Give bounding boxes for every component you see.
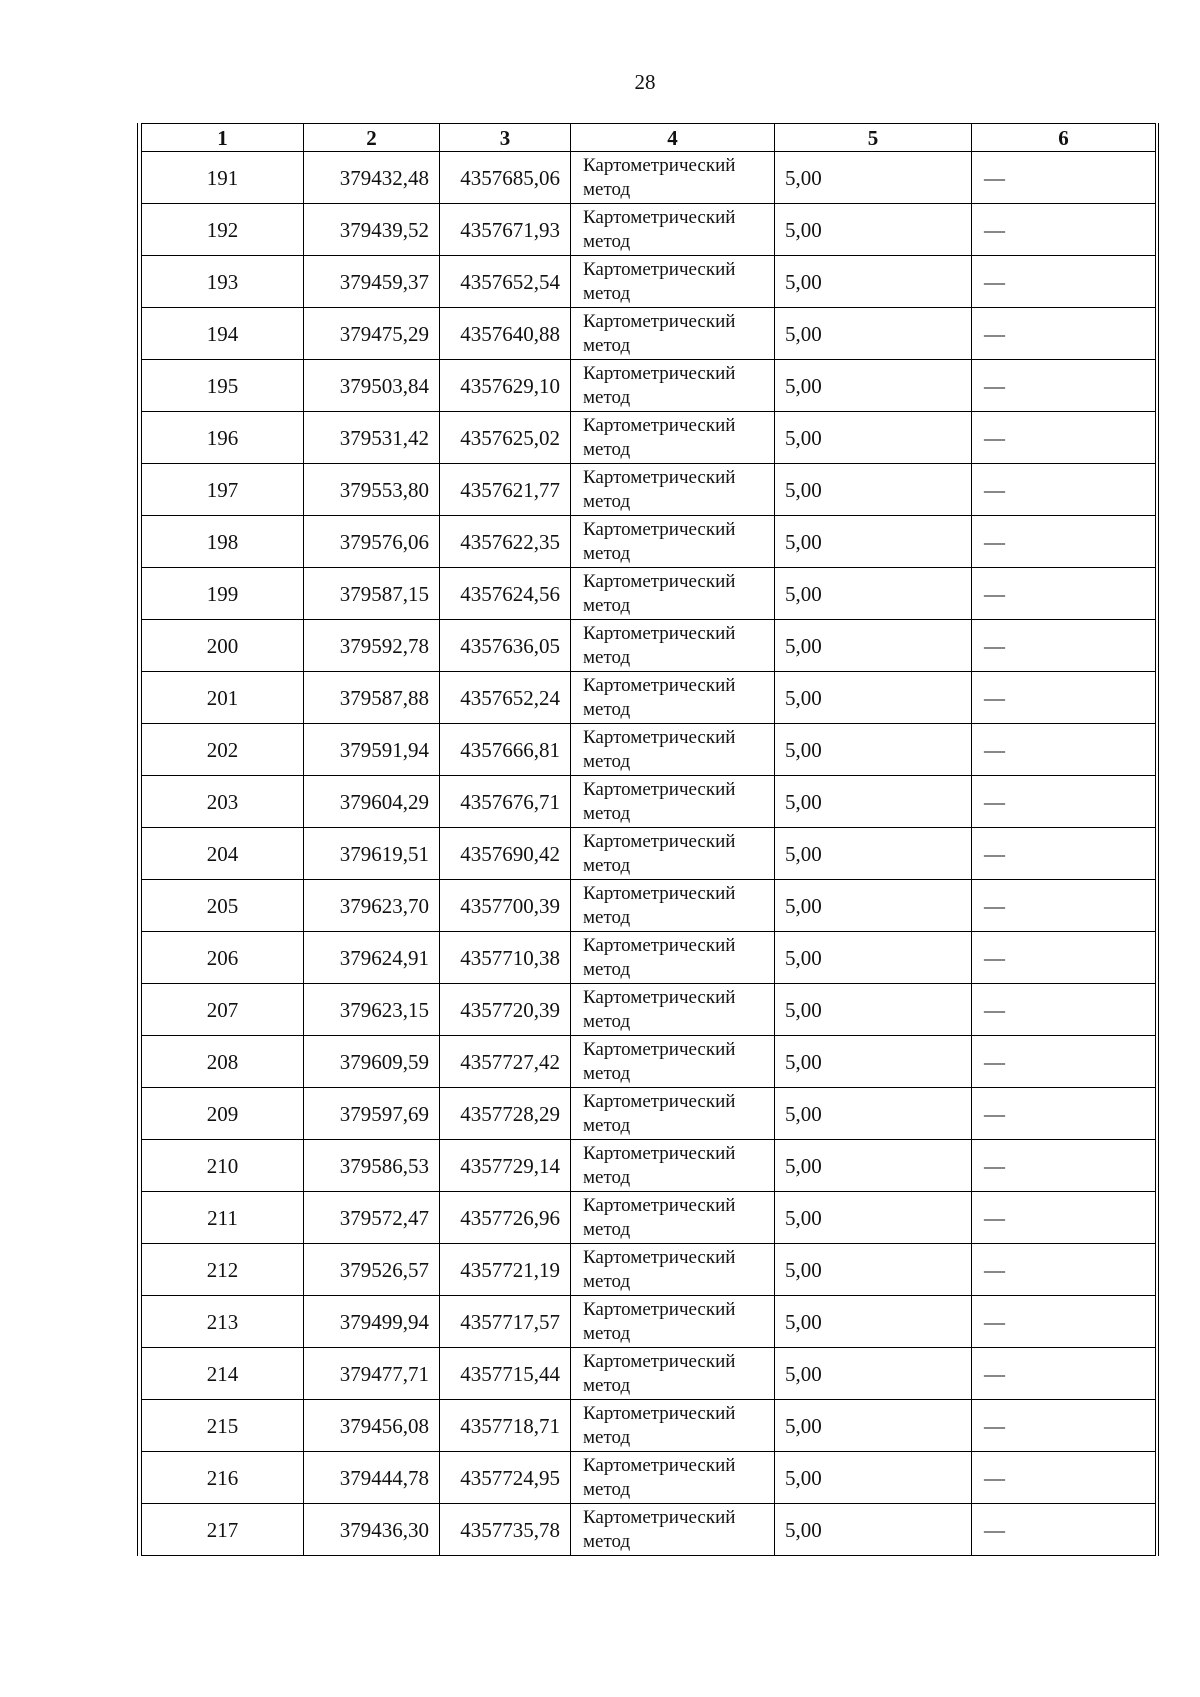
- y-coordinate-cell: 4357720,39: [440, 984, 571, 1036]
- method-text-line: Картометрический: [583, 570, 736, 592]
- table-row: [142, 152, 1156, 204]
- method-text-line: Картометрический: [583, 1402, 736, 1424]
- method-cell: [571, 1452, 775, 1504]
- method-text-line: метод: [583, 594, 631, 616]
- method-cell: [571, 724, 775, 776]
- note-cell: —: [972, 360, 1156, 412]
- note-cell: —: [972, 568, 1156, 620]
- precision-cell: 5,00: [775, 1192, 972, 1244]
- column-header: 6: [972, 124, 1156, 152]
- y-coordinate-cell: 4357666,81: [440, 724, 571, 776]
- note-cell: —: [972, 724, 1156, 776]
- table-row: [142, 672, 1156, 724]
- precision-cell: 5,00: [775, 1088, 972, 1140]
- method-text-line: Картометрический: [583, 986, 736, 1008]
- point-number-cell: 216: [142, 1452, 304, 1504]
- method-text-line: метод: [583, 1166, 631, 1188]
- table-row: [142, 516, 1156, 568]
- y-coordinate-cell: 4357685,06: [440, 152, 571, 204]
- method-text-line: Картометрический: [583, 726, 736, 748]
- method-text-line: Картометрический: [583, 258, 736, 280]
- method-cell: [571, 1036, 775, 1088]
- y-coordinate-cell: 4357621,77: [440, 464, 571, 516]
- method-text-line: метод: [583, 1530, 631, 1552]
- method-text-line: метод: [583, 1270, 631, 1292]
- column-header: 5: [775, 124, 972, 152]
- precision-cell: 5,00: [775, 152, 972, 204]
- y-coordinate-cell: 4357717,57: [440, 1296, 571, 1348]
- point-number-cell: 194: [142, 308, 304, 360]
- note-cell: —: [972, 880, 1156, 932]
- precision-cell: 5,00: [775, 724, 972, 776]
- x-coordinate-cell: 379624,91: [304, 932, 440, 984]
- point-number-cell: 205: [142, 880, 304, 932]
- table-row: [142, 1452, 1156, 1504]
- method-text-line: Картометрический: [583, 466, 736, 488]
- method-text-line: Картометрический: [583, 1350, 736, 1372]
- precision-cell: 5,00: [775, 1244, 972, 1296]
- method-text-line: метод: [583, 1374, 631, 1396]
- y-coordinate-cell: 4357700,39: [440, 880, 571, 932]
- table-row: [142, 620, 1156, 672]
- method-cell: [571, 152, 775, 204]
- method-text-line: Картометрический: [583, 1038, 736, 1060]
- method-text-line: метод: [583, 854, 631, 876]
- method-cell: [571, 1192, 775, 1244]
- note-cell: —: [972, 932, 1156, 984]
- method-cell: [571, 256, 775, 308]
- x-coordinate-cell: 379623,70: [304, 880, 440, 932]
- y-coordinate-cell: 4357640,88: [440, 308, 571, 360]
- precision-cell: 5,00: [775, 1140, 972, 1192]
- method-text-line: метод: [583, 178, 631, 200]
- table-row: [142, 464, 1156, 516]
- precision-cell: 5,00: [775, 256, 972, 308]
- point-number-cell: 197: [142, 464, 304, 516]
- precision-cell: 5,00: [775, 828, 972, 880]
- method-text-line: метод: [583, 1478, 631, 1500]
- method-cell: [571, 880, 775, 932]
- method-text-line: метод: [583, 230, 631, 252]
- point-number-cell: 202: [142, 724, 304, 776]
- point-number-cell: 198: [142, 516, 304, 568]
- y-coordinate-cell: 4357652,24: [440, 672, 571, 724]
- point-number-cell: 214: [142, 1348, 304, 1400]
- method-text-line: Картометрический: [583, 414, 736, 436]
- method-text-line: метод: [583, 958, 631, 980]
- precision-cell: 5,00: [775, 1452, 972, 1504]
- point-number-cell: 196: [142, 412, 304, 464]
- precision-cell: 5,00: [775, 880, 972, 932]
- point-number-cell: 217: [142, 1504, 304, 1556]
- y-coordinate-cell: 4357652,54: [440, 256, 571, 308]
- method-text-line: Картометрический: [583, 154, 736, 176]
- method-cell: [571, 828, 775, 880]
- y-coordinate-cell: 4357721,19: [440, 1244, 571, 1296]
- method-text-line: метод: [583, 542, 631, 564]
- method-text-line: метод: [583, 906, 631, 928]
- point-number-cell: 195: [142, 360, 304, 412]
- page-number: 28: [634, 70, 656, 94]
- method-text-line: Картометрический: [583, 310, 736, 332]
- method-cell: [571, 672, 775, 724]
- note-cell: —: [972, 776, 1156, 828]
- note-cell: —: [972, 1400, 1156, 1452]
- precision-cell: 5,00: [775, 568, 972, 620]
- x-coordinate-cell: 379459,37: [304, 256, 440, 308]
- precision-cell: 5,00: [775, 776, 972, 828]
- precision-cell: 5,00: [775, 620, 972, 672]
- table-row: [142, 1296, 1156, 1348]
- note-cell: —: [972, 1192, 1156, 1244]
- point-number-cell: 203: [142, 776, 304, 828]
- coordinates-table-frame: [137, 123, 1159, 1556]
- x-coordinate-cell: 379586,53: [304, 1140, 440, 1192]
- point-number-cell: 211: [142, 1192, 304, 1244]
- point-number-cell: 209: [142, 1088, 304, 1140]
- method-cell: [571, 1348, 775, 1400]
- table-row: [142, 1036, 1156, 1088]
- y-coordinate-cell: 4357728,29: [440, 1088, 571, 1140]
- point-number-cell: 213: [142, 1296, 304, 1348]
- precision-cell: 5,00: [775, 1296, 972, 1348]
- note-cell: —: [972, 152, 1156, 204]
- method-cell: [571, 568, 775, 620]
- x-coordinate-cell: 379623,15: [304, 984, 440, 1036]
- note-cell: —: [972, 412, 1156, 464]
- precision-cell: 5,00: [775, 308, 972, 360]
- table-row: [142, 724, 1156, 776]
- precision-cell: 5,00: [775, 464, 972, 516]
- x-coordinate-cell: 379526,57: [304, 1244, 440, 1296]
- column-header: 1: [142, 124, 304, 152]
- table-row: [142, 880, 1156, 932]
- x-coordinate-cell: 379477,71: [304, 1348, 440, 1400]
- table-row: [142, 256, 1156, 308]
- note-cell: —: [972, 1088, 1156, 1140]
- method-text-line: Картометрический: [583, 518, 736, 540]
- note-cell: —: [972, 672, 1156, 724]
- y-coordinate-cell: 4357636,05: [440, 620, 571, 672]
- method-text-line: Картометрический: [583, 934, 736, 956]
- x-coordinate-cell: 379531,42: [304, 412, 440, 464]
- method-cell: [571, 516, 775, 568]
- method-text-line: Картометрический: [583, 1246, 736, 1268]
- column-header: 2: [304, 124, 440, 152]
- table-row: [142, 1504, 1156, 1556]
- note-cell: —: [972, 620, 1156, 672]
- table-row: [142, 984, 1156, 1036]
- y-coordinate-cell: 4357724,95: [440, 1452, 571, 1504]
- x-coordinate-cell: 379592,78: [304, 620, 440, 672]
- y-coordinate-cell: 4357671,93: [440, 204, 571, 256]
- precision-cell: 5,00: [775, 516, 972, 568]
- precision-cell: 5,00: [775, 1400, 972, 1452]
- method-text-line: Картометрический: [583, 1194, 736, 1216]
- method-text-line: метод: [583, 334, 631, 356]
- method-text-line: Картометрический: [583, 1090, 736, 1112]
- table-row: [142, 308, 1156, 360]
- y-coordinate-cell: 4357715,44: [440, 1348, 571, 1400]
- precision-cell: 5,00: [775, 672, 972, 724]
- table-row: [142, 1400, 1156, 1452]
- method-text-line: Картометрический: [583, 674, 736, 696]
- precision-cell: 5,00: [775, 984, 972, 1036]
- note-cell: —: [972, 1296, 1156, 1348]
- x-coordinate-cell: 379439,52: [304, 204, 440, 256]
- note-cell: —: [972, 1452, 1156, 1504]
- column-header: 3: [440, 124, 571, 152]
- point-number-cell: 200: [142, 620, 304, 672]
- x-coordinate-cell: 379591,94: [304, 724, 440, 776]
- precision-cell: 5,00: [775, 932, 972, 984]
- note-cell: —: [972, 204, 1156, 256]
- x-coordinate-cell: 379587,15: [304, 568, 440, 620]
- note-cell: —: [972, 1140, 1156, 1192]
- table-row: [142, 360, 1156, 412]
- y-coordinate-cell: 4357690,42: [440, 828, 571, 880]
- note-cell: —: [972, 256, 1156, 308]
- method-cell: [571, 204, 775, 256]
- method-cell: [571, 1088, 775, 1140]
- x-coordinate-cell: 379609,59: [304, 1036, 440, 1088]
- table-row: [142, 568, 1156, 620]
- x-coordinate-cell: 379572,47: [304, 1192, 440, 1244]
- method-text-line: метод: [583, 1322, 631, 1344]
- method-cell: [571, 412, 775, 464]
- note-cell: —: [972, 308, 1156, 360]
- table-row: [142, 204, 1156, 256]
- method-text-line: Картометрический: [583, 1142, 736, 1164]
- note-cell: —: [972, 1504, 1156, 1556]
- precision-cell: 5,00: [775, 412, 972, 464]
- y-coordinate-cell: 4357726,96: [440, 1192, 571, 1244]
- method-text-line: метод: [583, 1218, 631, 1240]
- point-number-cell: 193: [142, 256, 304, 308]
- table-row: [142, 932, 1156, 984]
- method-text-line: Картометрический: [583, 1298, 736, 1320]
- precision-cell: 5,00: [775, 204, 972, 256]
- header-row: [142, 124, 1156, 152]
- note-cell: —: [972, 516, 1156, 568]
- method-text-line: Картометрический: [583, 622, 736, 644]
- point-number-cell: 192: [142, 204, 304, 256]
- y-coordinate-cell: 4357735,78: [440, 1504, 571, 1556]
- point-number-cell: 212: [142, 1244, 304, 1296]
- method-text-line: Картометрический: [583, 1506, 736, 1528]
- x-coordinate-cell: 379436,30: [304, 1504, 440, 1556]
- method-cell: [571, 1244, 775, 1296]
- point-number-cell: 206: [142, 932, 304, 984]
- column-header: 4: [571, 124, 775, 152]
- x-coordinate-cell: 379503,84: [304, 360, 440, 412]
- x-coordinate-cell: 379604,29: [304, 776, 440, 828]
- method-text-line: метод: [583, 1426, 631, 1448]
- x-coordinate-cell: 379576,06: [304, 516, 440, 568]
- x-coordinate-cell: 379587,88: [304, 672, 440, 724]
- method-cell: [571, 1296, 775, 1348]
- y-coordinate-cell: 4357625,02: [440, 412, 571, 464]
- table-row: [142, 1140, 1156, 1192]
- method-text-line: Картометрический: [583, 882, 736, 904]
- method-cell: [571, 308, 775, 360]
- y-coordinate-cell: 4357676,71: [440, 776, 571, 828]
- y-coordinate-cell: 4357629,10: [440, 360, 571, 412]
- method-text-line: метод: [583, 490, 631, 512]
- method-text-line: метод: [583, 1062, 631, 1084]
- point-number-cell: 208: [142, 1036, 304, 1088]
- method-text-line: Картометрический: [583, 1454, 736, 1476]
- precision-cell: 5,00: [775, 1348, 972, 1400]
- y-coordinate-cell: 4357624,56: [440, 568, 571, 620]
- point-number-cell: 204: [142, 828, 304, 880]
- method-cell: [571, 1400, 775, 1452]
- precision-cell: 5,00: [775, 1504, 972, 1556]
- method-text-line: Картометрический: [583, 206, 736, 228]
- x-coordinate-cell: 379499,94: [304, 1296, 440, 1348]
- table-row: [142, 1088, 1156, 1140]
- note-cell: —: [972, 984, 1156, 1036]
- x-coordinate-cell: 379456,08: [304, 1400, 440, 1452]
- method-cell: [571, 984, 775, 1036]
- precision-cell: 5,00: [775, 1036, 972, 1088]
- method-cell: [571, 932, 775, 984]
- x-coordinate-cell: 379432,48: [304, 152, 440, 204]
- method-text-line: метод: [583, 1010, 631, 1032]
- method-cell: [571, 360, 775, 412]
- note-cell: —: [972, 1036, 1156, 1088]
- table-row: [142, 776, 1156, 828]
- method-text-line: Картометрический: [583, 362, 736, 384]
- table-row: [142, 828, 1156, 880]
- x-coordinate-cell: 379553,80: [304, 464, 440, 516]
- method-cell: [571, 1504, 775, 1556]
- y-coordinate-cell: 4357710,38: [440, 932, 571, 984]
- point-number-cell: 215: [142, 1400, 304, 1452]
- note-cell: —: [972, 828, 1156, 880]
- y-coordinate-cell: 4357718,71: [440, 1400, 571, 1452]
- x-coordinate-cell: 379597,69: [304, 1088, 440, 1140]
- x-coordinate-cell: 379475,29: [304, 308, 440, 360]
- x-coordinate-cell: 379444,78: [304, 1452, 440, 1504]
- note-cell: —: [972, 1348, 1156, 1400]
- point-number-cell: 191: [142, 152, 304, 204]
- table-row: [142, 1192, 1156, 1244]
- precision-cell: 5,00: [775, 360, 972, 412]
- method-text-line: метод: [583, 802, 631, 824]
- y-coordinate-cell: 4357729,14: [440, 1140, 571, 1192]
- method-text-line: Картометрический: [583, 778, 736, 800]
- method-text-line: метод: [583, 438, 631, 460]
- note-cell: —: [972, 1244, 1156, 1296]
- table-row: [142, 1244, 1156, 1296]
- point-number-cell: 199: [142, 568, 304, 620]
- method-cell: [571, 464, 775, 516]
- method-text-line: метод: [583, 698, 631, 720]
- method-text-line: метод: [583, 1114, 631, 1136]
- y-coordinate-cell: 4357727,42: [440, 1036, 571, 1088]
- point-number-cell: 210: [142, 1140, 304, 1192]
- method-cell: [571, 1140, 775, 1192]
- y-coordinate-cell: 4357622,35: [440, 516, 571, 568]
- table-row: [142, 1348, 1156, 1400]
- method-text-line: Картометрический: [583, 830, 736, 852]
- table-row: [142, 412, 1156, 464]
- point-number-cell: 201: [142, 672, 304, 724]
- method-cell: [571, 776, 775, 828]
- point-number-cell: 207: [142, 984, 304, 1036]
- note-cell: —: [972, 464, 1156, 516]
- method-cell: [571, 620, 775, 672]
- method-text-line: метод: [583, 646, 631, 668]
- method-text-line: метод: [583, 750, 631, 772]
- method-text-line: метод: [583, 386, 631, 408]
- method-text-line: метод: [583, 282, 631, 304]
- x-coordinate-cell: 379619,51: [304, 828, 440, 880]
- coordinates-table: [141, 123, 1156, 1556]
